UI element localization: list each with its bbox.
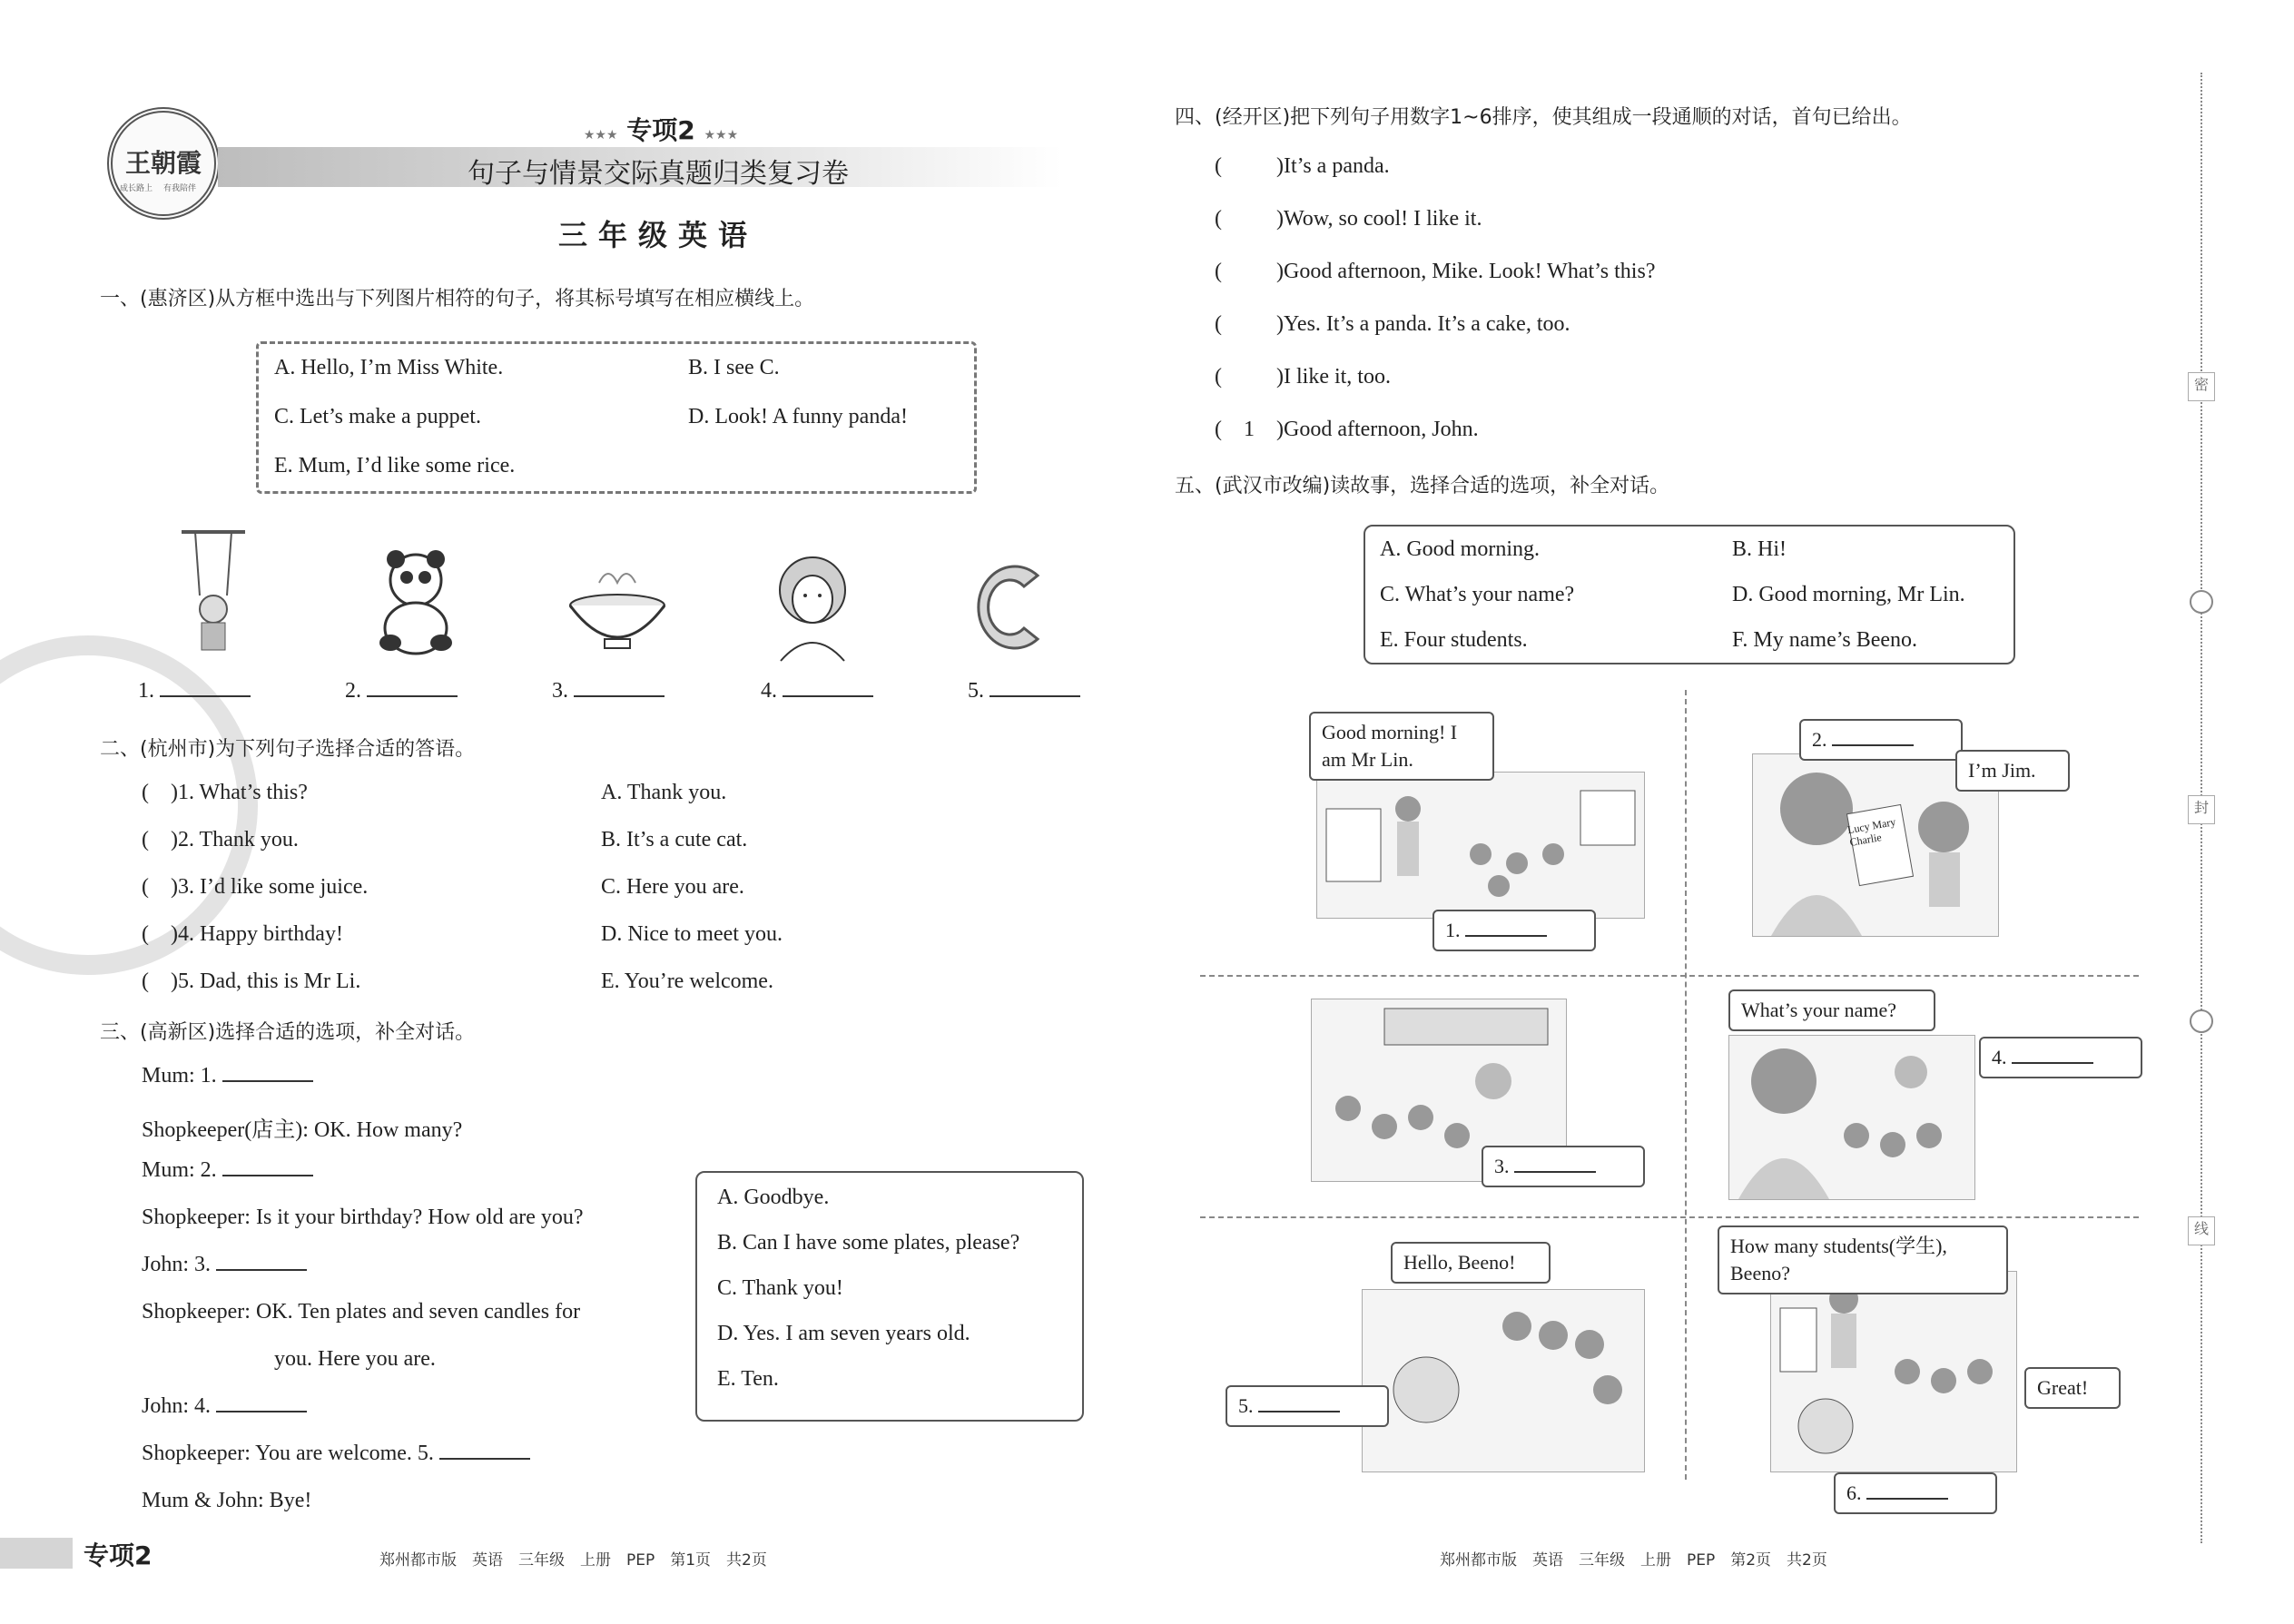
s3-blank-5[interactable] <box>439 1458 530 1460</box>
panel-2-book-names: Lucy Mary Charlie <box>1846 815 1897 849</box>
s1-blank-4-label: 4. <box>761 679 777 703</box>
s3-option-a: A. Goodbye. <box>717 1186 830 1209</box>
s3-line-4: Shopkeeper: Is it your birthday? How old are you? <box>142 1206 584 1229</box>
comic-divider-row2 <box>1200 1216 2139 1218</box>
s3-line-1-text: Mum: 1. <box>142 1064 217 1088</box>
footer-right-info: 郑州都市版 英语 三年级 上册 PEP 第2页 共2页 <box>1440 1551 1827 1570</box>
s5-option-b: B. Hi! <box>1732 537 1787 561</box>
s3-blank-3[interactable] <box>216 1269 307 1271</box>
s5-option-e: E. Four students. <box>1380 628 1528 652</box>
s2-question-1[interactable]: ( )1. What’s this? <box>142 781 308 804</box>
panel-2-speech-bubble: I’m Jim. <box>1955 750 2070 792</box>
section4-heading: 四、(经开区)把下列句子用数字1~6排序，使其组成一段通顺的对话，首句已给出。 <box>1175 106 1912 129</box>
s3-option-e: E. Ten. <box>717 1367 779 1391</box>
publisher-logo <box>107 107 220 220</box>
s4-item-3-text: )Good afternoon, Mike. Look! What’s this? <box>1276 260 1656 283</box>
s3-line-5-text: John: 3. <box>142 1253 212 1276</box>
panel-4-answer-label: 4. <box>1992 1046 2007 1068</box>
comic-divider-vertical <box>1685 690 1687 1480</box>
s3-blank-4[interactable] <box>216 1411 307 1412</box>
s1-option-a: A. Hello, I’m Miss White. <box>274 356 504 379</box>
s3-line-5 <box>142 1253 307 1277</box>
comic-divider-row1 <box>1200 975 2139 977</box>
panel-4-answer[interactable] <box>1979 1037 2142 1078</box>
picture-letter-c <box>970 557 1051 657</box>
s2-answer-b: B. It’s a cute cat. <box>601 828 748 851</box>
s4-item-2[interactable]: ( )Wow, so cool! I like it. <box>1215 207 1482 231</box>
margin-label-1: 密 <box>2188 372 2215 401</box>
s1-blank-5[interactable] <box>968 679 1080 704</box>
logo-sub-left: 成长路上 <box>120 184 153 193</box>
s3-blank-1[interactable] <box>222 1080 313 1082</box>
s4-item-5[interactable]: ( )I like it, too. <box>1215 365 1391 389</box>
stars-right: ★★★ <box>704 128 739 143</box>
s3-line-1 <box>142 1064 313 1088</box>
s1-blank-4[interactable] <box>761 679 873 704</box>
logo-text: 王朝霞 <box>124 148 202 178</box>
s2-question-4[interactable]: ( )4. Happy birthday! <box>142 922 343 946</box>
s5-option-c: C. What’s your name? <box>1380 583 1575 606</box>
s4-item-2-text: )Wow, so cool! I like it. <box>1276 207 1482 231</box>
s5-option-a: A. Good morning. <box>1380 537 1540 561</box>
s4-item-6-text: )Good afternoon, John. <box>1276 418 1479 441</box>
panel-6-answer[interactable] <box>1834 1472 1997 1514</box>
comic-panel-5-illustration <box>1362 1289 1645 1472</box>
picture-panda <box>370 548 461 657</box>
panel-3-answer[interactable] <box>1482 1146 1645 1187</box>
binding-hole-2 <box>2190 1009 2213 1033</box>
panel-6-reply-bubble: Great! <box>2024 1367 2121 1409</box>
section2-heading: 二、(杭州市)为下列句子选择合适的答语。 <box>100 738 476 761</box>
panel-5-answer-label: 5. <box>1238 1394 1254 1417</box>
comic-panel-1-illustration <box>1316 772 1645 919</box>
panel-1-speech-bubble: Good morning! I am Mr Lin. <box>1309 712 1494 781</box>
s3-option-d: D. Yes. I am seven years old. <box>717 1322 970 1345</box>
s3-blank-2[interactable] <box>222 1175 313 1176</box>
s2-answer-d: D. Nice to meet you. <box>601 922 783 946</box>
binding-hole-1 <box>2190 590 2213 614</box>
s1-option-e: E. Mum, I’d like some rice. <box>274 454 516 477</box>
s1-blank-2-label: 2. <box>345 679 361 703</box>
s2-question-3[interactable]: ( )3. I’d like some juice. <box>142 875 369 899</box>
s1-blank-1[interactable] <box>138 679 251 704</box>
section5-heading: 五、(武汉市改编)读故事，选择合适的选项，补全对话。 <box>1175 475 1670 497</box>
s1-option-b: B. I see C. <box>688 356 780 379</box>
s4-item-1[interactable]: ( )It’s a panda. <box>1215 154 1390 178</box>
panel-2-answer[interactable] <box>1799 719 1963 761</box>
s4-item-5-text: )I like it, too. <box>1276 365 1391 389</box>
panel-6-speech-bubble: How many students(学生), Beeno? <box>1718 1225 2008 1294</box>
picture-woman <box>763 554 862 663</box>
panel-5-answer[interactable] <box>1226 1385 1389 1427</box>
panel-6-answer-label: 6. <box>1846 1481 1862 1504</box>
panel-1-answer-label: 1. <box>1445 919 1461 941</box>
logo-sub-right: 有我陪伴 <box>163 184 197 193</box>
section1-heading: 一、(惠济区)从方框中选出与下列图片相符的句子，将其标号填写在相应横线上。 <box>100 288 815 310</box>
s2-answer-c: C. Here you are. <box>601 875 744 899</box>
s3-line-2: Shopkeeper(店主): OK. How many? <box>142 1118 463 1142</box>
s1-option-d: D. Look! A funny panda! <box>688 405 908 428</box>
paper-subtitle: 句子与情景交际真题归类复习卷 <box>468 158 849 190</box>
s4-item-4[interactable]: ( )Yes. It’s a panda. It’s a cake, too. <box>1215 312 1570 336</box>
panel-3-answer-label: 3. <box>1494 1155 1510 1177</box>
s3-line-6: Shopkeeper: OK. Ten plates and seven candles for <box>142 1300 581 1324</box>
comic-panel-6-illustration <box>1770 1271 2017 1472</box>
s4-item-6: ( 1 )Good afternoon, John. <box>1215 418 1479 441</box>
s4-item-6-num: 1 <box>1244 418 1255 441</box>
panel-5-speech-bubble: Hello, Beeno! <box>1391 1242 1551 1284</box>
comic-panel-4-illustration <box>1728 1035 1975 1200</box>
s5-option-f: F. My name’s Beeno. <box>1732 628 1918 652</box>
s2-question-5[interactable]: ( )5. Dad, this is Mr Li. <box>142 969 361 993</box>
s3-line-8 <box>142 1394 307 1419</box>
panel-1-answer[interactable] <box>1433 910 1596 951</box>
footer-left-badge: 专项2 <box>84 1540 153 1570</box>
s3-line-7: you. Here you are. <box>274 1347 436 1371</box>
s1-blank-2[interactable] <box>345 679 458 704</box>
panel-4-speech-bubble: What’s your name? <box>1728 989 1935 1031</box>
footer-left-info: 郑州都市版 英语 三年级 上册 PEP 第1页 共2页 <box>379 1551 767 1570</box>
s3-line-3 <box>142 1158 313 1183</box>
s3-line-10: Mum & John: Bye! <box>142 1489 312 1512</box>
stars-left: ★★★ <box>583 128 618 143</box>
s1-blank-3[interactable] <box>552 679 665 704</box>
s3-option-b: B. Can I have some plates, please? <box>717 1231 1020 1255</box>
grade-title: 三年级英语 <box>557 218 758 252</box>
s1-blank-1-label: 1. <box>138 679 154 703</box>
panel-2-answer-label: 2. <box>1812 728 1827 751</box>
s3-line-8-text: John: 4. <box>142 1394 212 1418</box>
picture-puppet <box>163 523 263 659</box>
s3-line-9-text: Shopkeeper: You are welcome. 5. <box>142 1442 434 1465</box>
s1-blank-3-label: 3. <box>552 679 568 703</box>
margin-label-3: 线 <box>2188 1216 2215 1245</box>
s4-item-1-text: )It’s a panda. <box>1276 154 1390 178</box>
s2-answer-e: E. You’re welcome. <box>601 969 773 993</box>
s2-question-2[interactable]: ( )2. Thank you. <box>142 828 299 851</box>
picture-rice-bowl <box>563 556 672 655</box>
s3-option-c: C. Thank you! <box>717 1276 843 1300</box>
s3-line-9 <box>142 1442 530 1466</box>
series-title: 专项2 <box>626 115 695 145</box>
s5-option-d: D. Good morning, Mr Lin. <box>1732 583 1965 606</box>
s4-item-4-text: )Yes. It’s a panda. It’s a cake, too. <box>1276 312 1570 336</box>
series-label <box>561 111 761 147</box>
s1-blank-5-label: 5. <box>968 679 984 703</box>
section3-heading: 三、(高新区)选择合适的选项，补全对话。 <box>100 1021 476 1044</box>
s4-item-3[interactable]: ( )Good afternoon, Mike. Look! What’s this? <box>1215 260 1656 283</box>
footer-left-band <box>0 1538 73 1569</box>
s1-option-c: C. Let’s make a puppet. <box>274 405 481 428</box>
s3-line-3-text: Mum: 2. <box>142 1158 217 1182</box>
s2-answer-a: A. Thank you. <box>601 781 727 804</box>
margin-label-2: 封 <box>2188 795 2215 824</box>
